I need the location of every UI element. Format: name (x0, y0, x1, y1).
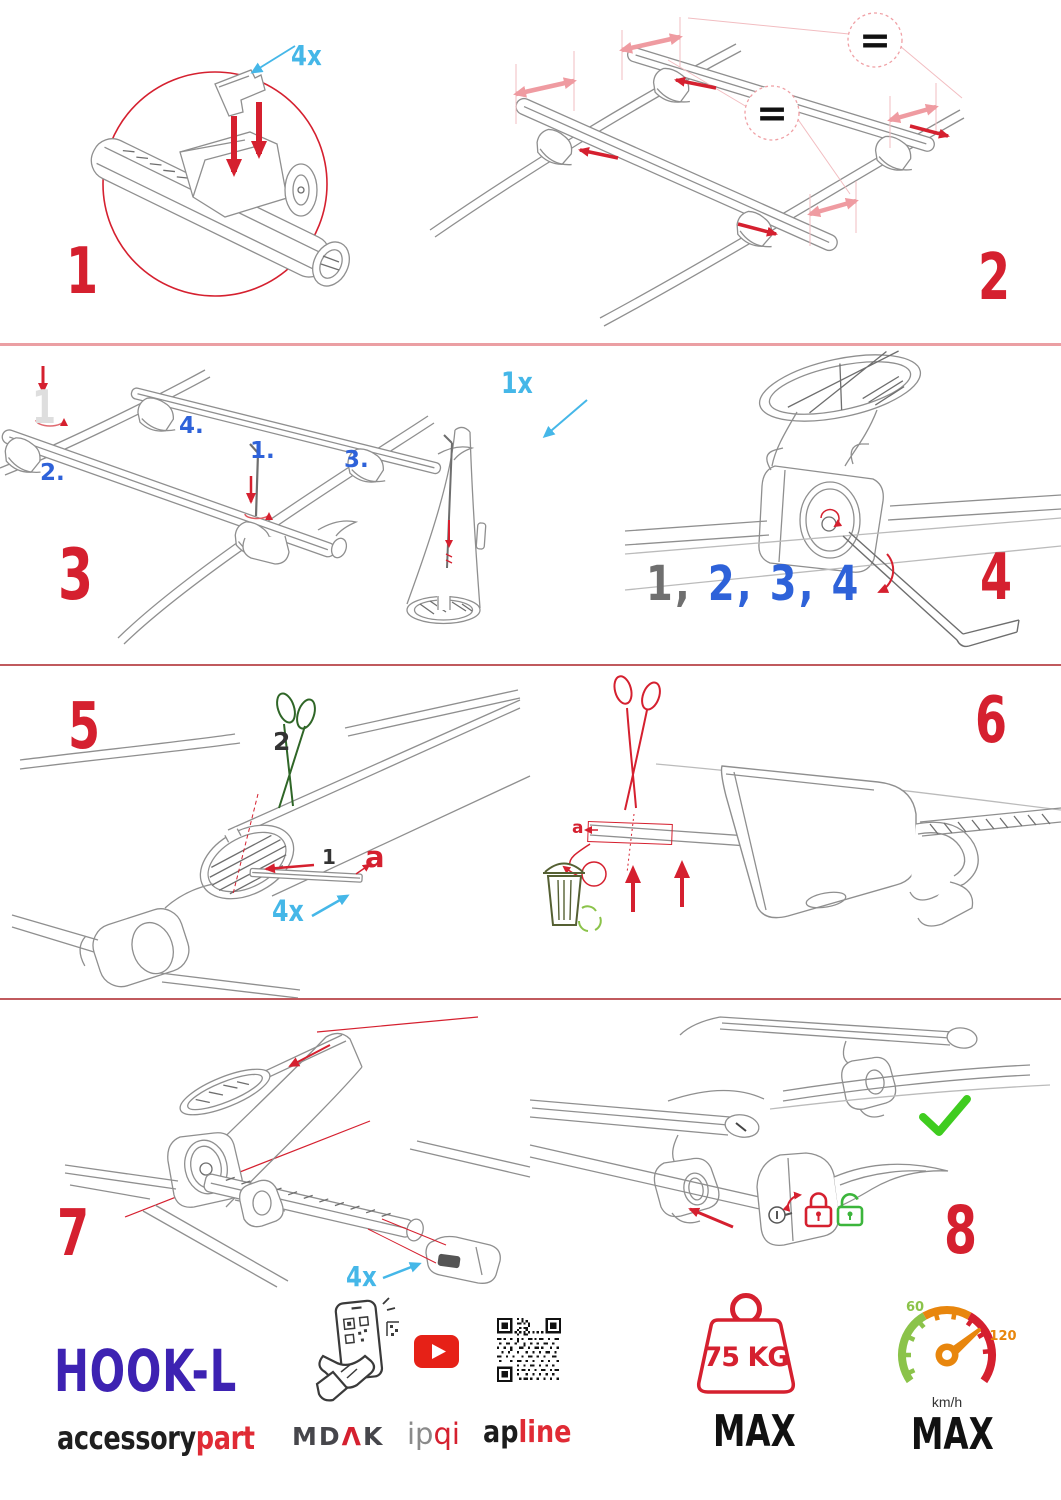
rail-clamp (74, 903, 194, 997)
qty-leader-line (383, 1264, 419, 1278)
ghost-step-label: 1 (32, 380, 57, 434)
qty-leader-line (545, 400, 587, 436)
step-number-1: 1 (66, 235, 97, 309)
bar-fin (438, 447, 472, 460)
slide-arrow (690, 1209, 733, 1227)
rack-foot-large (722, 766, 979, 926)
section-divider (0, 664, 1061, 666)
rail-cup (754, 343, 926, 434)
insert-arrow (290, 1045, 330, 1066)
checkmark-icon (923, 1099, 967, 1132)
logo-mdak: MDΛK (292, 1422, 385, 1451)
svg-text:=: = (859, 18, 891, 62)
bar-fin (318, 521, 356, 536)
assembled-view (680, 1017, 1050, 1117)
brand-logo-black: accessory (57, 1419, 196, 1457)
cut-order-label: 2 (273, 727, 291, 756)
step-number-2: 2 (978, 241, 1009, 315)
qty-leader-line (312, 896, 347, 916)
speedometer-icon (885, 1293, 1015, 1415)
qty-label-step3: 1x (501, 366, 533, 400)
end-cap (426, 1237, 500, 1284)
foot-clamp (243, 536, 289, 564)
youtube-icon (414, 1335, 459, 1368)
product-name: HOOK-L (54, 1337, 237, 1405)
scan-phone-icon (313, 1296, 405, 1402)
trash-bin-icon (543, 864, 585, 926)
section-divider (0, 343, 1061, 346)
clamp-body (759, 444, 883, 572)
scissors-icon (612, 674, 664, 810)
step7-illustration (30, 1015, 530, 1305)
svg-text:=: = (756, 91, 788, 135)
bar-end-cap (329, 536, 349, 560)
order-label-3: 3. (344, 447, 369, 473)
sequence-rest: 2, 3, 4 (692, 556, 861, 612)
step-number-4: 4 (980, 541, 1011, 615)
weight-value: 75 KG (703, 1342, 789, 1373)
lambda-glyph: Λ (341, 1422, 363, 1451)
step4-illustration (625, 348, 1061, 664)
qty-leader-line (253, 46, 295, 72)
qr-code (497, 1318, 561, 1382)
speed-max-label: MAX (911, 1409, 994, 1460)
tightening-sequence (646, 556, 861, 612)
recycle-icon (579, 906, 601, 931)
rear-crossbar (130, 387, 441, 475)
brand-logo-red: part (195, 1419, 255, 1457)
step-number-8: 8 (944, 1192, 976, 1269)
mini-foot (240, 1180, 283, 1226)
logo-ipqi: ipqi (407, 1417, 460, 1451)
cut-section-highlight (588, 822, 673, 845)
step-number-5: 5 (68, 690, 99, 764)
step2-illustration (430, 8, 1061, 330)
speed-high-label: 120 (989, 1329, 1017, 1344)
strip-order-label: 1 (322, 845, 336, 869)
qty-label-step1: 4x (291, 39, 322, 72)
lock-cover-view (530, 1090, 948, 1245)
sequence-done: 1, (646, 556, 693, 612)
step-number-7: 7 (57, 1197, 88, 1271)
qty-label-step7: 4x (346, 1260, 377, 1293)
logo-apline: apline (483, 1415, 572, 1450)
rotate-arrow (879, 554, 893, 592)
equals-badge (848, 13, 902, 67)
brand-logo (57, 1419, 255, 1457)
section-divider (0, 998, 1061, 1000)
weight-max-label: MAX (713, 1406, 796, 1457)
speed-low-label: 60 (905, 1300, 925, 1315)
step1-illustration (55, 12, 385, 337)
order-label-4: 4. (179, 413, 204, 439)
order-label-1: 1. (250, 438, 275, 464)
step8-illustration (530, 1005, 1061, 1305)
step-number-6: 6 (975, 684, 1006, 758)
dim-a-label: a (365, 840, 385, 874)
equals-badge (745, 86, 799, 140)
weight-limit-icon (680, 1290, 816, 1408)
order-label-2: 2. (40, 460, 65, 486)
qty-label-step5: 4x (272, 894, 304, 928)
dim-a-label: a (572, 818, 584, 838)
guide-line-red (317, 1017, 478, 1032)
speed-unit-label: km/h (931, 1394, 963, 1410)
step-number-3: 3 (58, 534, 92, 616)
